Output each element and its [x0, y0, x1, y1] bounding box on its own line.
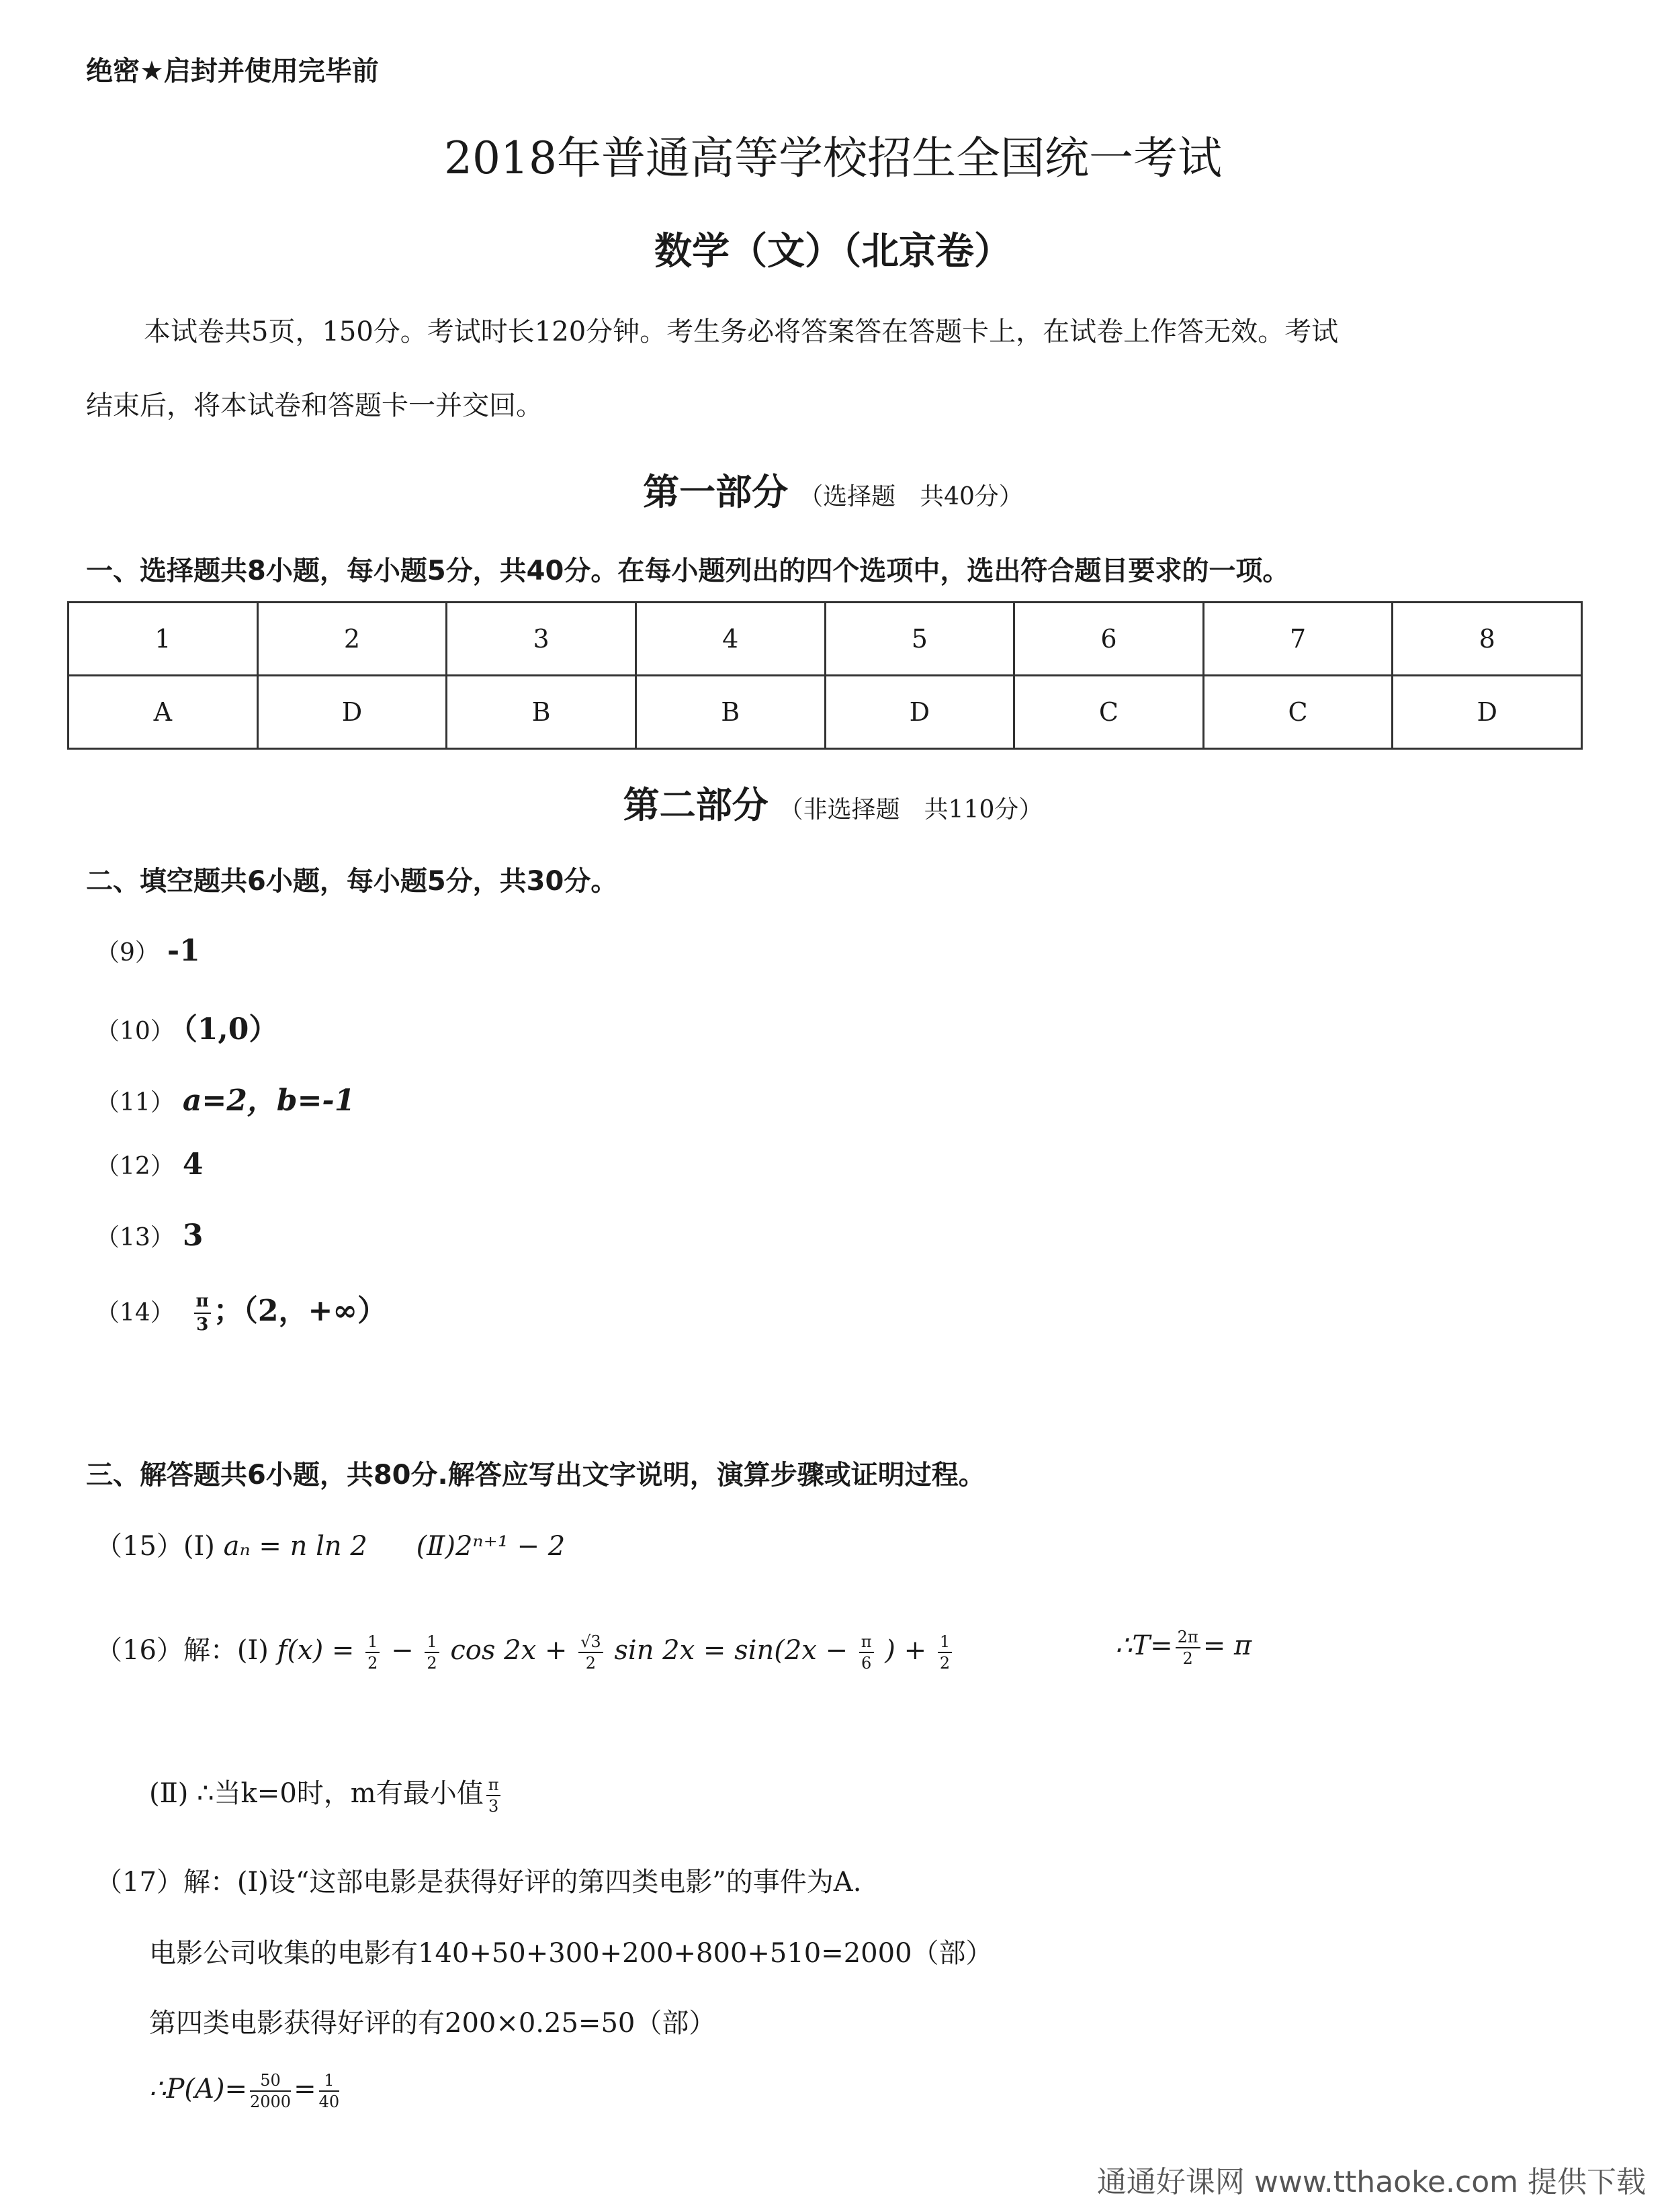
intro-text-line-2: 结束后，将本试卷和答题卡一并交回。: [86, 390, 543, 421]
table-cell: 4: [635, 603, 825, 676]
fraction: [194, 1292, 211, 1333]
table-cell: 3: [447, 603, 636, 676]
minus-sign: −: [391, 1635, 414, 1666]
q16-f: f(x) =: [277, 1635, 355, 1666]
q15-label: （15）(Ⅰ): [95, 1531, 215, 1562]
period-rhs: = π: [1202, 1630, 1252, 1661]
part-one-heading: 第一部分: [643, 471, 789, 513]
fill-item-13: [95, 1219, 203, 1253]
fraction: [365, 1634, 380, 1671]
q17-line3: 第四类电影获得好评的有200×0.25=50（部）: [149, 2008, 716, 2039]
fraction-denominator: 2: [585, 1654, 597, 1673]
fraction: [319, 2072, 340, 2110]
q16-period: [1115, 1629, 1252, 1667]
fraction-denominator: 2: [1182, 1649, 1193, 1668]
table-row-answers: [69, 676, 1582, 749]
fraction-numerator: 1: [938, 1634, 952, 1653]
q17-line2: 电影公司收集的电影有140+50+300+200+800+510=2000（部）: [149, 1938, 993, 1969]
close-term: ) +: [885, 1635, 927, 1666]
item-number: （12）: [95, 1153, 175, 1180]
item-answer: -1: [167, 934, 200, 968]
fraction-denominator: 3: [196, 1313, 209, 1335]
item-number: （9）: [95, 939, 159, 967]
table-cell: D: [825, 676, 1014, 749]
item-number: （14）: [95, 1299, 175, 1327]
fill-item-14: [95, 1286, 387, 1333]
q17-probability: [149, 2072, 342, 2110]
part-one-note: （选择题 共40分）: [799, 483, 1023, 511]
fraction-numerator: 2π: [1176, 1629, 1200, 1648]
item-answer: a=2，b=-1: [182, 1083, 355, 1118]
fraction-numerator: π: [859, 1634, 874, 1653]
choice-answer-table: [67, 601, 1583, 750]
item-answer: （1,0）: [182, 1012, 279, 1047]
subject-title: 数学（文）（北京卷）: [654, 229, 1012, 273]
fraction: [425, 1634, 439, 1671]
fraction-numerator: √3: [578, 1634, 603, 1653]
table-cell: D: [257, 676, 447, 749]
answer-rest: ；（2，+∞）: [213, 1294, 387, 1328]
item-number: （10）: [95, 1018, 175, 1045]
fraction-numerator: π: [486, 1777, 501, 1796]
item-number: （11）: [95, 1089, 175, 1116]
fraction-denominator: 2: [427, 1654, 437, 1673]
period-lhs: ∴T=: [1115, 1630, 1173, 1661]
watermark-link[interactable]: 通通好课网 www.tthaoke.com 提供下载: [1096, 2165, 1646, 2199]
fraction: [250, 2072, 291, 2110]
fraction-denominator: 40: [318, 2092, 340, 2111]
table-cell: 6: [1014, 603, 1204, 676]
item-answer: 3: [182, 1219, 204, 1253]
table-cell: B: [635, 676, 825, 749]
table-cell: 2: [257, 603, 447, 676]
fraction-denominator: 2: [939, 1654, 951, 1673]
fraction: [578, 1634, 603, 1671]
q15-part2-label: (Ⅱ): [416, 1531, 455, 1562]
intro-text-line-1: 本试卷共5页，150分。考试时长120分钟。考生务必将答案答在答题卡上，在试卷上作答无效。考试: [144, 316, 1339, 347]
q15-part1: aₙ = n ln 2: [223, 1531, 367, 1562]
fraction: [1176, 1629, 1200, 1667]
q16-part2: [149, 1772, 503, 1814]
item-answer: 4: [182, 1147, 204, 1182]
confidential-label: 绝密★启封并使用完毕前: [86, 56, 379, 87]
solve-section-heading: 三、解答题共6小题，共80分.解答应写出文字说明，演算步骤或证明过程。: [86, 1460, 985, 1491]
q15-part2: 2ⁿ⁺¹ − 2: [455, 1531, 566, 1562]
fill-section-heading: 二、填空题共6小题，每小题5分，共30分。: [86, 866, 618, 897]
table-cell: 1: [69, 603, 258, 676]
part-two-title: [0, 777, 1666, 828]
question-15: [95, 1525, 565, 1563]
table-cell: B: [447, 676, 636, 749]
table-cell: C: [1203, 676, 1393, 749]
fraction: [859, 1634, 874, 1671]
choice-section-heading: 一、选择题共8小题，每小题5分，共40分。在每小题列出的四个选项中，选出符合题目要求的一项。: [86, 556, 1290, 586]
fraction: [938, 1634, 952, 1671]
table-cell: 5: [825, 603, 1014, 676]
fraction-denominator: 6: [861, 1654, 872, 1673]
cos-term: cos 2x +: [450, 1635, 568, 1666]
table-row-numbers: [69, 603, 1582, 676]
fraction-numerator: π: [194, 1292, 211, 1313]
q16-label: （16）解：(Ⅰ): [95, 1635, 269, 1666]
fill-item-12: [95, 1147, 203, 1182]
fraction-denominator: 2000: [249, 2092, 292, 2111]
question-17: （17）解：(Ⅰ)设“这部电影是获得好评的第四类电影”的事件为A.: [95, 1867, 862, 1898]
item-answer: [191, 1290, 387, 1335]
table-cell: C: [1014, 676, 1204, 749]
fill-item-9: [95, 934, 200, 968]
question-16: [95, 1629, 955, 1671]
fraction: [486, 1777, 501, 1814]
q16-part2-text: (Ⅱ) ∴当k=0时，m有最小值: [149, 1778, 484, 1809]
prob-lhs: ∴P(A)=: [149, 2074, 247, 2105]
exam-title: 2018年普通高等学校招生全国统一考试: [444, 132, 1222, 184]
part-two-note: （非选择题 共110分）: [779, 796, 1043, 824]
part-one-title: [0, 463, 1666, 515]
fraction-numerator: 1: [365, 1634, 380, 1653]
equals-sign: =: [294, 2074, 316, 2105]
fraction-denominator: 3: [488, 1797, 499, 1816]
sin-term: sin 2x = sin(2x −: [614, 1635, 848, 1666]
fraction-numerator: 50: [250, 2072, 291, 2092]
fill-item-11: [95, 1076, 355, 1119]
item-number: （13）: [95, 1224, 175, 1251]
table-cell: A: [69, 676, 258, 749]
fraction-numerator: 1: [425, 1634, 439, 1653]
table-cell: D: [1393, 676, 1582, 749]
part-two-heading: 第二部分: [623, 784, 769, 826]
fraction-numerator: 1: [319, 2072, 340, 2092]
fill-item-10: [95, 1005, 278, 1048]
table-cell: 8: [1393, 603, 1582, 676]
table-cell: 7: [1203, 603, 1393, 676]
fraction-denominator: 2: [367, 1654, 378, 1673]
